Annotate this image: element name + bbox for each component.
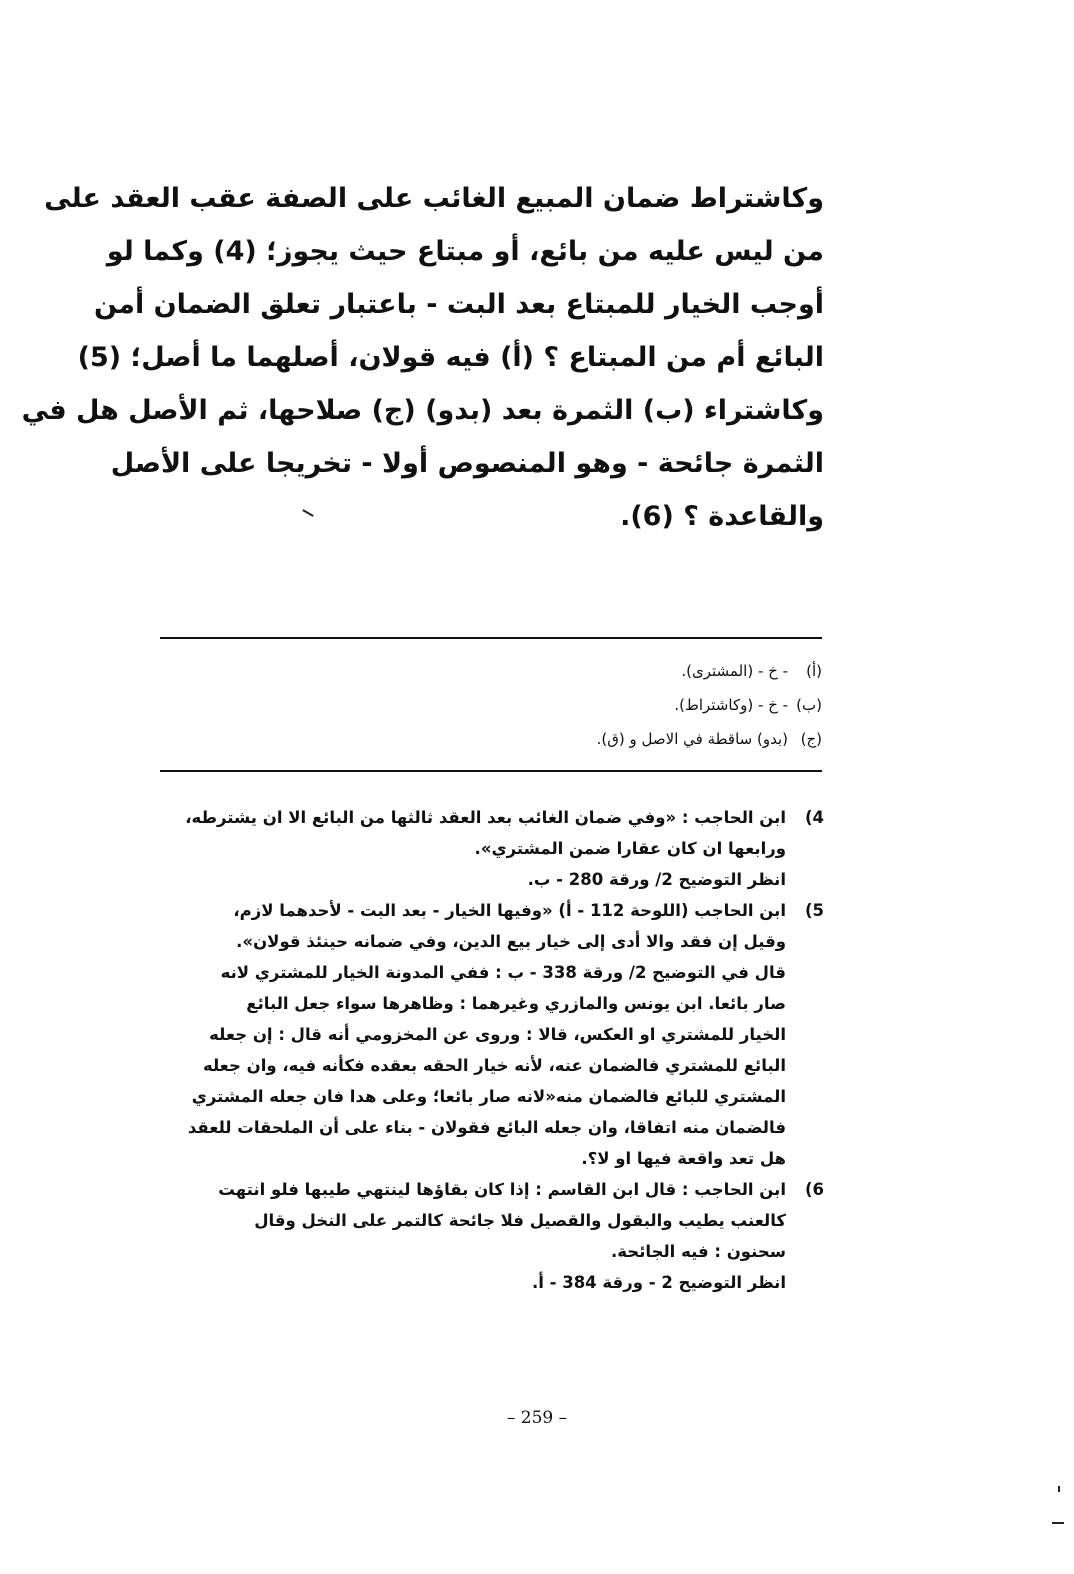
footnote-body (158, 802, 786, 895)
footnote-4 (158, 802, 824, 895)
footnote-line: البائع للمشتري فالضمان عنه، لأنه خيار الحقه بعقده فكأنه فيه، وان جعله (202, 1056, 786, 1075)
footnote-number: 5) (804, 901, 824, 920)
footnote-line: انظر التوضيح 2 - ورقة 384 - أ. (531, 1273, 786, 1292)
footnote-number: 6) (804, 1180, 824, 1199)
variant-text: - خ - (المشترى). (681, 662, 788, 680)
variants-top-rule (160, 637, 822, 639)
main-line: وكاشتراء (ب) الثمرة بعد (بدو) (ج) صلاحها، ثم الأصل هل في (21, 395, 824, 426)
variant-item (300, 722, 822, 756)
footnote-line: هل تعد واقعة فيها او لا؟. (581, 1149, 786, 1168)
main-line: وكاشتراط ضمان المبيع الغائب على الصفة عقب العقد على (44, 183, 824, 214)
footnote-line: ورابعها ان كان عقارا ضمن المشتري». (474, 839, 786, 858)
variant-mark: (ج) (800, 730, 822, 748)
footnote-body (158, 1174, 786, 1298)
footnote-line: كالعنب يطيب والبقول والقصيل فلا جائحة كالتمر على النخل وقال (254, 1211, 786, 1230)
footnote-number: 4) (804, 808, 824, 827)
variant-mark: (أ) (806, 662, 822, 680)
footnote-line: سحنون : فيه الجائحة. (611, 1242, 786, 1261)
footnote-body (158, 895, 786, 1174)
footnote-line: الخيار للمشتري او العكس، قالا : وروى عن المخزومي أنه قال : إن جعله (209, 1025, 786, 1044)
footnote-line: وقيل إن فقد والا أدى إلى خيار بيع الدين، وفي ضمانه حينئذ قولان». (236, 932, 786, 951)
variant-text: - خ - (وكاشتراط). (674, 696, 788, 714)
footnote-line: انظر التوضيح 2/ ورقة 280 - ب. (527, 870, 786, 889)
footnote-line: ابن الحاجب (اللوحة 112 - أ) «وفيها الخيار - بعد البت - لأحدهما لازم، (233, 901, 786, 920)
footnote-line: المشتري للبائع فالضمان منه«لانه صار بائعا؛ وعلى هدا فان جعله المشتري (191, 1087, 786, 1106)
variants-bottom-rule (160, 770, 822, 772)
main-line: الثمرة جائحة - وهو المنصوص أولا - تخريجا على الأصل (110, 448, 824, 479)
footnote-line: قال في التوضيح 2/ ورقة 338 - ب : ففي المدونة الخيار للمشتري لانه (220, 963, 786, 982)
footnote-line: صار بائعا. ابن يونس والمازري وغيرهما : وظاهرها سواء جعل البائع (246, 994, 786, 1013)
variant-item (300, 654, 822, 688)
manuscript-variants (300, 654, 822, 756)
footnotes (158, 802, 824, 1298)
footnote-line: فالضمان منه اتفاقا، وان جعله البائع فقولان - بناء على أن الملحقات للعقد (187, 1118, 786, 1137)
page-number: – 259 – (506, 1408, 568, 1428)
footnote-5 (158, 895, 824, 1174)
variant-item (300, 688, 822, 722)
main-line: والقاعدة ؟ (6). (620, 501, 824, 532)
main-paragraph (21, 172, 824, 543)
footnote-6 (158, 1174, 824, 1298)
scan-speck (1052, 1522, 1064, 1524)
variant-text: (بدو) ساقطة في الاصل و (ق). (596, 730, 788, 748)
scan-speck (1058, 1486, 1060, 1492)
main-line: من ليس عليه من بائع، أو مبتاع حيث يجوز؛ (4) وكما لو (106, 236, 824, 267)
footnote-line: ابن الحاجب : قال ابن القاسم : إذا كان بقاؤها لينتهي طيبها فلو انتهت (218, 1180, 786, 1199)
main-line: أوجب الخيار للمبتاع بعد البت - باعتبار تعلق الضمان أمن (93, 289, 824, 320)
main-line: البائع أم من المبتاع ؟ (أ) فيه قولان، أصلهما ما أصل؛ (5) (77, 342, 824, 373)
footnote-line: ابن الحاجب : «وفي ضمان الغائب بعد العقد ثالثها من البائع الا ان يشترطه، (185, 808, 786, 827)
variant-mark: (ب) (796, 696, 822, 714)
